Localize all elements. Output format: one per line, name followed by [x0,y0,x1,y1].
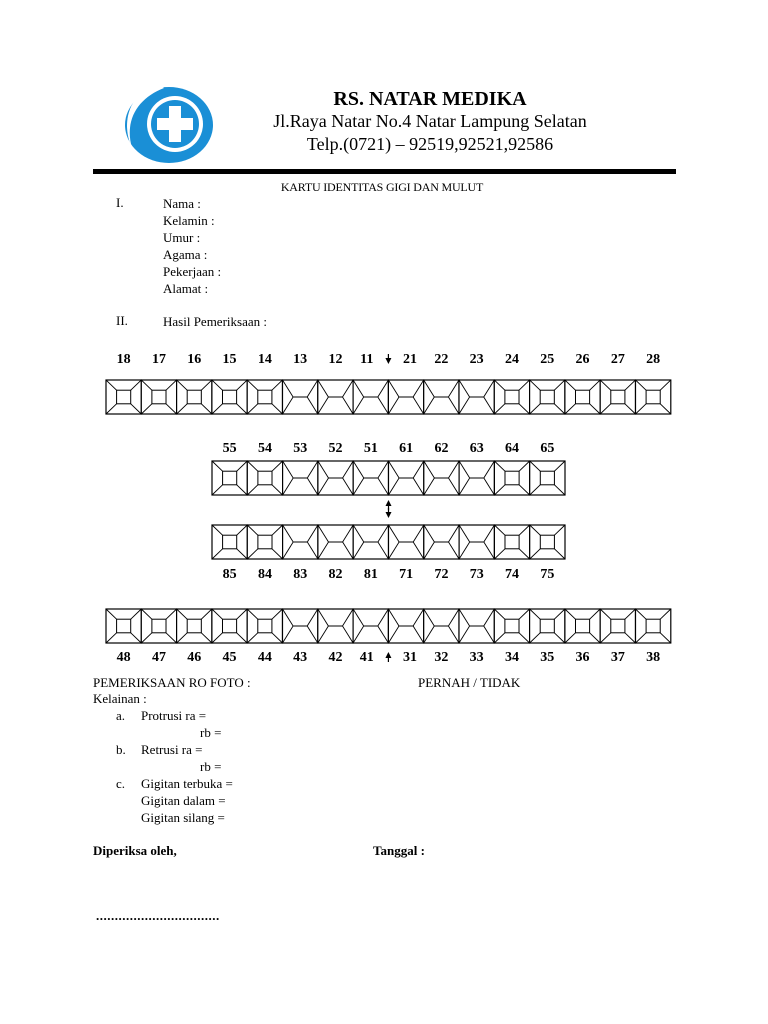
gigitan-silang[interactable]: Gigitan silang = [141,810,225,825]
field-nama[interactable]: Nama : [163,196,201,211]
tooth-55[interactable] [212,461,247,495]
ro-foto-label: PEMERIKSAAN RO FOTO : [93,675,251,690]
tooth-21[interactable] [388,380,423,414]
tooth-number-61: 61 [399,441,414,456]
retrusi-ra[interactable]: Retrusi ra = [141,742,203,757]
tooth-38[interactable] [636,609,671,643]
tooth-85[interactable] [212,525,247,559]
hospital-phone: Telp.(0721) – 92519,92521,92586 [306,134,554,154]
tooth-44[interactable] [247,609,282,643]
tooth-number-38: 38 [646,650,661,665]
tooth-number-24: 24 [504,352,519,367]
tooth-15[interactable] [212,380,247,414]
tooth-81[interactable] [353,525,388,559]
tooth-number-14: 14 [257,352,272,367]
tooth-number-37: 37 [610,650,625,665]
tooth-number-16: 16 [187,352,202,367]
tooth-number-83: 83 [293,567,308,582]
tooth-number-54: 54 [257,441,272,456]
tooth-number-55: 55 [222,441,237,456]
tooth-number-11: 11 [360,352,374,367]
tooth-number-51: 51 [363,441,378,456]
tooth-62[interactable] [424,461,459,495]
tooth-number-47: 47 [151,650,166,665]
tooth-54[interactable] [247,461,282,495]
tooth-16[interactable] [177,380,212,414]
tooth-number-85: 85 [222,567,237,582]
tooth-number-42: 42 [328,650,343,665]
tooth-number-43: 43 [293,650,308,665]
tooth-number-65: 65 [540,441,555,456]
tooth-35[interactable] [530,609,565,643]
hospital-address: Jl.Raya Natar No.4 Natar Lampung Selatan [273,111,587,131]
kelainan-b-letter: b. [116,742,126,757]
tooth-number-44: 44 [257,650,272,665]
tooth-82[interactable] [318,525,353,559]
tooth-36[interactable] [565,609,600,643]
tooth-number-73: 73 [469,567,484,582]
tooth-43[interactable] [283,609,318,643]
tooth-number-48: 48 [116,650,131,665]
tooth-25[interactable] [530,380,565,414]
tooth-number-62: 62 [434,441,449,456]
kelainan-a-letter: a. [116,708,126,723]
tooth-26[interactable] [565,380,600,414]
tooth-number-72: 72 [434,567,449,582]
tooth-number-12: 12 [328,352,343,367]
tooth-33[interactable] [459,609,494,643]
tooth-number-35: 35 [540,650,555,665]
tooth-83[interactable] [283,525,318,559]
midline-arrow-upper [385,354,391,364]
tooth-number-46: 46 [187,650,202,665]
tooth-number-32: 32 [434,650,449,665]
tooth-23[interactable] [459,380,494,414]
ro-foto-options[interactable]: PERNAH / TIDAK [418,675,521,690]
tooth-42[interactable] [318,609,353,643]
tooth-number-82: 82 [328,567,343,582]
tooth-32[interactable] [424,609,459,643]
midline-arrow-primary-down [386,508,392,518]
tooth-number-53: 53 [293,441,308,456]
kelainan-label: Kelainan : [93,691,147,706]
tooth-number-31: 31 [403,650,418,665]
tooth-number-34: 34 [504,650,519,665]
tooth-64[interactable] [494,461,529,495]
tooth-number-81: 81 [363,567,378,582]
examined-by-label: Diperiksa oleh, [93,843,177,858]
tooth-53[interactable] [283,461,318,495]
tooth-number-75: 75 [540,567,555,582]
section-2-number: II. [116,313,128,328]
card-title: KARTU IDENTITAS GIGI DAN MULUT [280,180,484,194]
gigitan-terbuka[interactable]: Gigitan terbuka = [141,776,233,791]
section-1-number: I. [116,195,124,210]
tooth-24[interactable] [494,380,529,414]
tooth-63[interactable] [459,461,494,495]
tooth-51[interactable] [353,461,388,495]
signature-line[interactable]: ................................. [96,908,220,923]
tooth-number-36: 36 [575,650,590,665]
tooth-47[interactable] [141,609,176,643]
tooth-13[interactable] [283,380,318,414]
tooth-number-15: 15 [222,352,237,367]
tooth-71[interactable] [389,525,424,559]
tooth-14[interactable] [247,380,282,414]
tooth-75[interactable] [530,525,565,559]
tooth-27[interactable] [600,380,635,414]
tooth-number-52: 52 [328,441,343,456]
tooth-48[interactable] [106,609,141,643]
tooth-number-26: 26 [575,352,590,367]
section-2-label: Hasil Pemeriksaan : [163,314,267,329]
tooth-number-23: 23 [469,352,484,367]
field-umur[interactable]: Umur : [163,230,201,245]
field-pekerjaan[interactable]: Pekerjaan : [163,264,222,279]
tooth-number-84: 84 [257,567,272,582]
tooth-number-64: 64 [505,441,520,456]
tooth-18[interactable] [106,380,141,414]
tooth-number-21: 21 [403,352,418,367]
tooth-number-74: 74 [505,567,520,582]
tooth-number-28: 28 [646,352,661,367]
tooth-11[interactable] [353,380,388,414]
tooth-number-13: 13 [293,352,308,367]
tooth-17[interactable] [141,380,176,414]
gigitan-dalam[interactable]: Gigitan dalam = [141,793,226,808]
tooth-46[interactable] [177,609,212,643]
field-alamat[interactable]: Alamat : [163,281,209,296]
tooth-number-18: 18 [116,352,131,367]
protrusi-ra[interactable]: Protrusi ra = [141,708,207,723]
tooth-number-33: 33 [469,650,484,665]
kelainan-c-letter: c. [116,776,126,791]
tooth-number-22: 22 [434,352,449,367]
tooth-84[interactable] [247,525,282,559]
tooth-31[interactable] [388,609,423,643]
tooth-45[interactable] [212,609,247,643]
tooth-34[interactable] [494,609,529,643]
tooth-72[interactable] [424,525,459,559]
tooth-number-41: 41 [359,650,374,665]
protrusi-rb[interactable]: rb = [200,725,222,740]
retrusi-rb[interactable]: rb = [200,759,222,774]
tooth-12[interactable] [318,380,353,414]
tooth-52[interactable] [318,461,353,495]
tooth-number-63: 63 [469,441,484,456]
tooth-65[interactable] [530,461,565,495]
tooth-37[interactable] [600,609,635,643]
tooth-number-17: 17 [151,352,166,367]
tooth-61[interactable] [389,461,424,495]
field-kelamin[interactable]: Kelamin : [163,213,215,228]
tooth-number-25: 25 [540,352,555,367]
tooth-73[interactable] [459,525,494,559]
tooth-74[interactable] [494,525,529,559]
tooth-22[interactable] [424,380,459,414]
tooth-number-27: 27 [610,352,625,367]
tooth-41[interactable] [353,609,388,643]
tooth-28[interactable] [636,380,671,414]
tooth-number-71: 71 [399,567,414,582]
field-agama[interactable]: Agama : [163,247,208,262]
tooth-number-45: 45 [222,650,237,665]
hospital-name: RS. NATAR MEDIKA [333,88,527,110]
midline-arrow-lower [385,652,391,662]
date-label: Tanggal : [373,843,425,858]
